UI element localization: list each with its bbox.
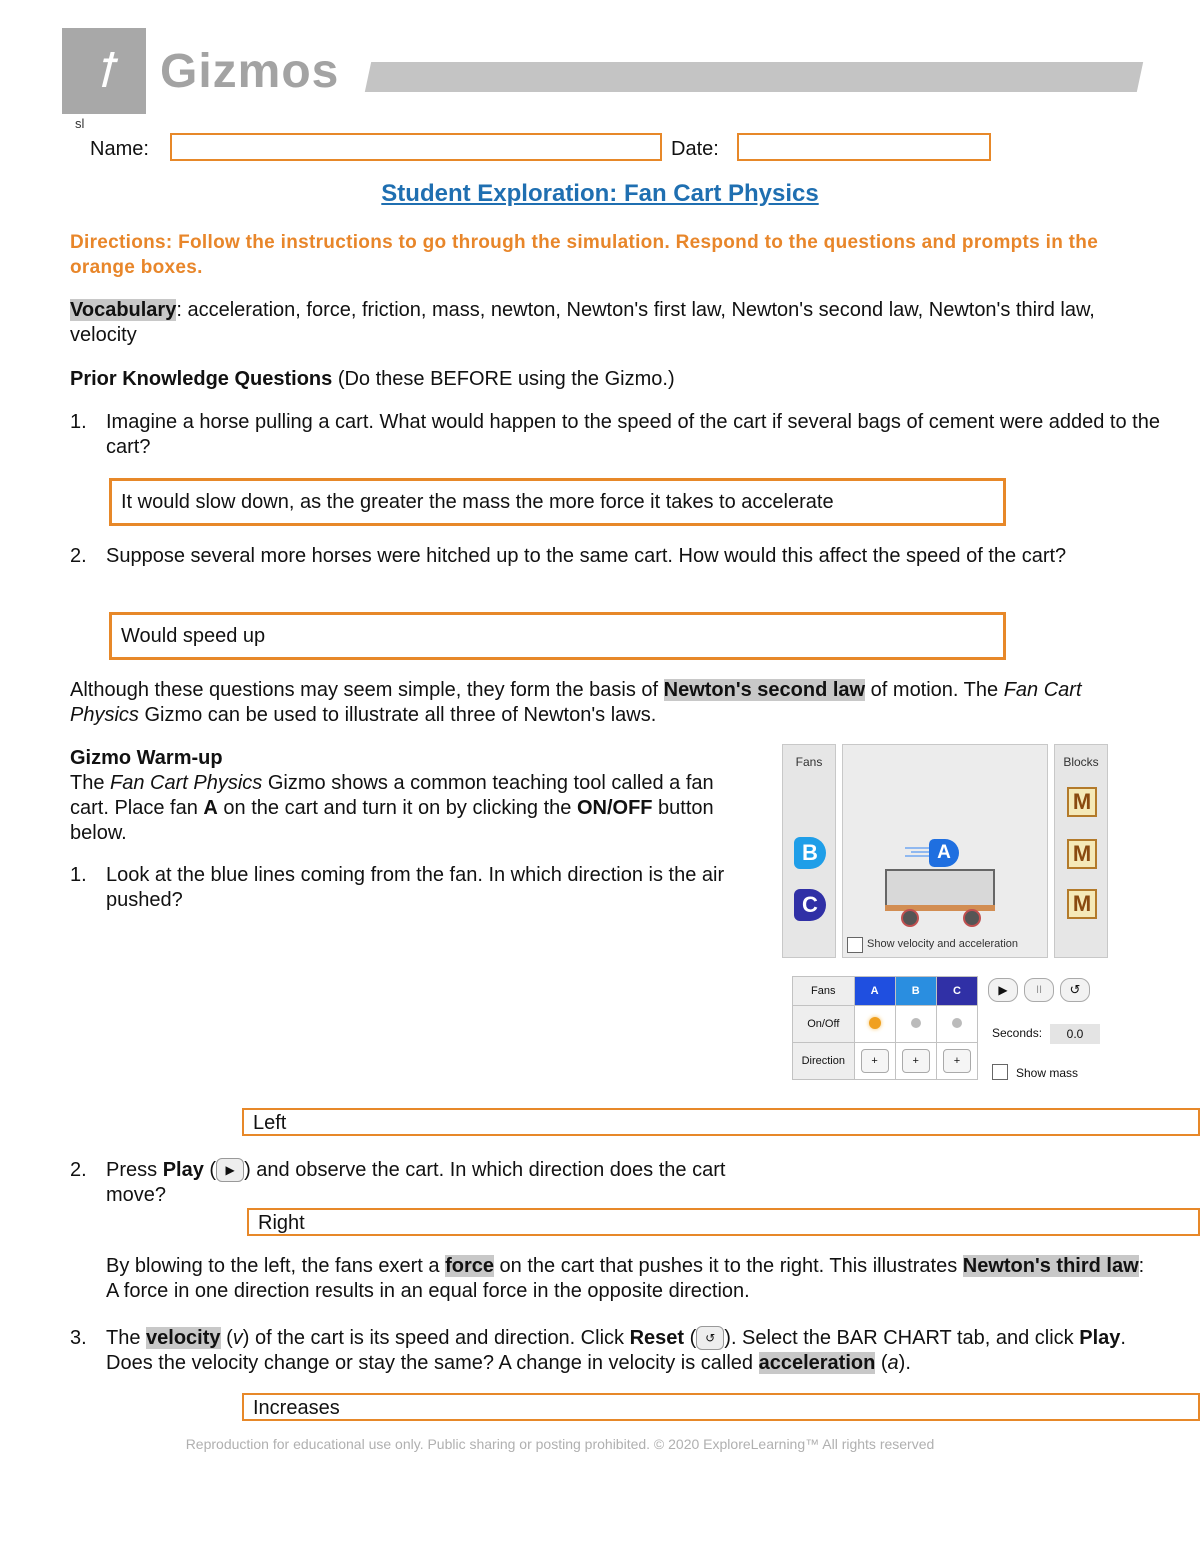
prior-title: Prior Knowledge Questions [70,368,333,390]
name-label: Name: [90,138,149,160]
fan-c-icon[interactable]: C [794,889,826,921]
date-field[interactable] [737,133,991,161]
blocks-panel-label: Blocks [1063,755,1099,769]
prior-q2-answer[interactable]: Would speed up [109,612,1006,660]
cart-wheel-right [963,909,981,927]
table-fans-header: Fans [793,977,855,1006]
gizmos-logo-icon: ꝉ [62,28,146,114]
table-fan-a: A [854,977,895,1006]
fans-panel-label: Fans [795,755,823,769]
blocks-panel [1054,744,1108,958]
date-label: Date: [671,138,719,160]
table-direction-label: Direction [793,1043,855,1080]
fan-b-icon[interactable]: B [794,837,826,869]
simulation-area [842,744,1048,958]
warmup-q2-answer[interactable]: Right [247,1208,1200,1236]
cart-body [885,869,995,907]
footer-copyright: Reproduction for educational use only. Public sharing or posting prohibited. © 2020 ExploreLearning™ All rights reserved [185,1436,935,1452]
show-mass-checkbox[interactable] [992,1064,1008,1080]
prior-note: (Do these BEFORE using the Gizmo.) [332,368,675,390]
name-field[interactable] [170,133,662,161]
inline-reset-icon: ↺ [696,1326,724,1350]
gizmo-simulation [782,744,1110,1089]
tiny-label: sl [75,116,85,131]
prior-q1-answer[interactable]: It would slow down, as the greater the mass the more force it takes to accelerate [109,478,1006,526]
mass-block-3[interactable]: M [1067,889,1097,919]
mass-block-1[interactable]: M [1067,787,1097,817]
onoff-c-button[interactable] [936,1006,977,1043]
show-mass-label: Show mass [1016,1066,1079,1080]
header-bar [365,62,1143,92]
onoff-a-button[interactable] [854,1006,895,1043]
direction-b-button[interactable]: + [895,1043,936,1080]
warmup-q3: 3. The velocity (v) of the cart is its speed and direction. Click Reset ( ↺ ). Select the BAR CHART tab, and click Play. Does the velocity change or stay the same? A change in velocity is called acceleration (a). [70,1327,1126,1374]
table-onoff-label: On/Off [793,1006,855,1043]
table-fan-b: B [895,977,936,1006]
direction-a-button[interactable]: + [854,1043,895,1080]
prior-heading [70,367,675,392]
cart-base [885,905,995,911]
show-va-checkbox[interactable] [847,937,863,953]
warmup-heading: Gizmo Warm-up [70,747,223,769]
fan-a-icon[interactable]: A [929,839,959,867]
cart-wheel-left [901,909,919,927]
play-button[interactable]: ▶ [988,978,1018,1002]
inline-play-icon: ▶ [216,1158,244,1182]
warmup-q1: 1. Look at the blue lines coming from the fan. In which direction is the air pushed? [70,864,725,911]
mass-block-2[interactable]: M [1067,839,1097,869]
vocabulary-label: Vocabulary [70,299,177,321]
prior-q1: 1. Imagine a horse pulling a cart. What would happen to the speed of the cart if several bags of cement were added to the cart? [70,411,1160,458]
vocabulary-text: : acceleration, force, friction, mass, newton, Newton's first law, Newton's second law, Newton's third law, velocity [70,299,1095,346]
seconds-label: Seconds: [992,1026,1043,1040]
gizmos-brand: Gizmos [160,45,340,98]
page-title: Student Exploration: Fan Cart Physics [381,180,819,207]
seconds-value: 0.0 [1050,1024,1100,1044]
show-va-label: Show velocity and acceleration [867,938,1019,950]
onoff-b-button[interactable] [895,1006,936,1043]
warmup-q3-answer[interactable]: Increases [242,1393,1200,1421]
prior-q2: 2. Suppose several more horses were hitched up to the same cart. How would this affect the speed of the cart? [70,545,1067,567]
warmup-q2: 2. Press Play ( ▶ ) and observe the cart. In which direction does the cart move? [70,1159,726,1206]
table-fan-c: C [936,977,977,1006]
pause-button[interactable]: II [1024,978,1054,1002]
third-law-paragraph: By blowing to the left, the fans exert a force on the cart that pushes it to the right. This illustrates Newton's third law: A force in one direction results in an equal force in the opposite direction. [106,1255,1145,1302]
reset-button[interactable]: ↺ [1060,978,1090,1002]
directions: Directions: Follow the instructions to go through the simulation. Respond to the questions and prompts in the orange boxes. [70,232,1099,278]
vocabulary [70,298,1130,348]
warmup-q1-answer[interactable]: Left [242,1108,1200,1136]
warmup-intro: Gizmo Warm-up The Fan Cart Physics Gizmo shows a common teaching tool called a fan cart. Place fan A on the cart and turn it on by clicking the ON/OFF button below. [70,747,714,844]
although-paragraph: Although these questions may seem simple, they form the basis of Newton's second law of motion. The Fan Cart Physics Gizmo can be used to illustrate all three of Newton's laws. [70,679,1082,726]
fans-panel [782,744,836,958]
direction-c-button[interactable]: + [936,1043,977,1080]
fan-control-table [792,976,978,1080]
